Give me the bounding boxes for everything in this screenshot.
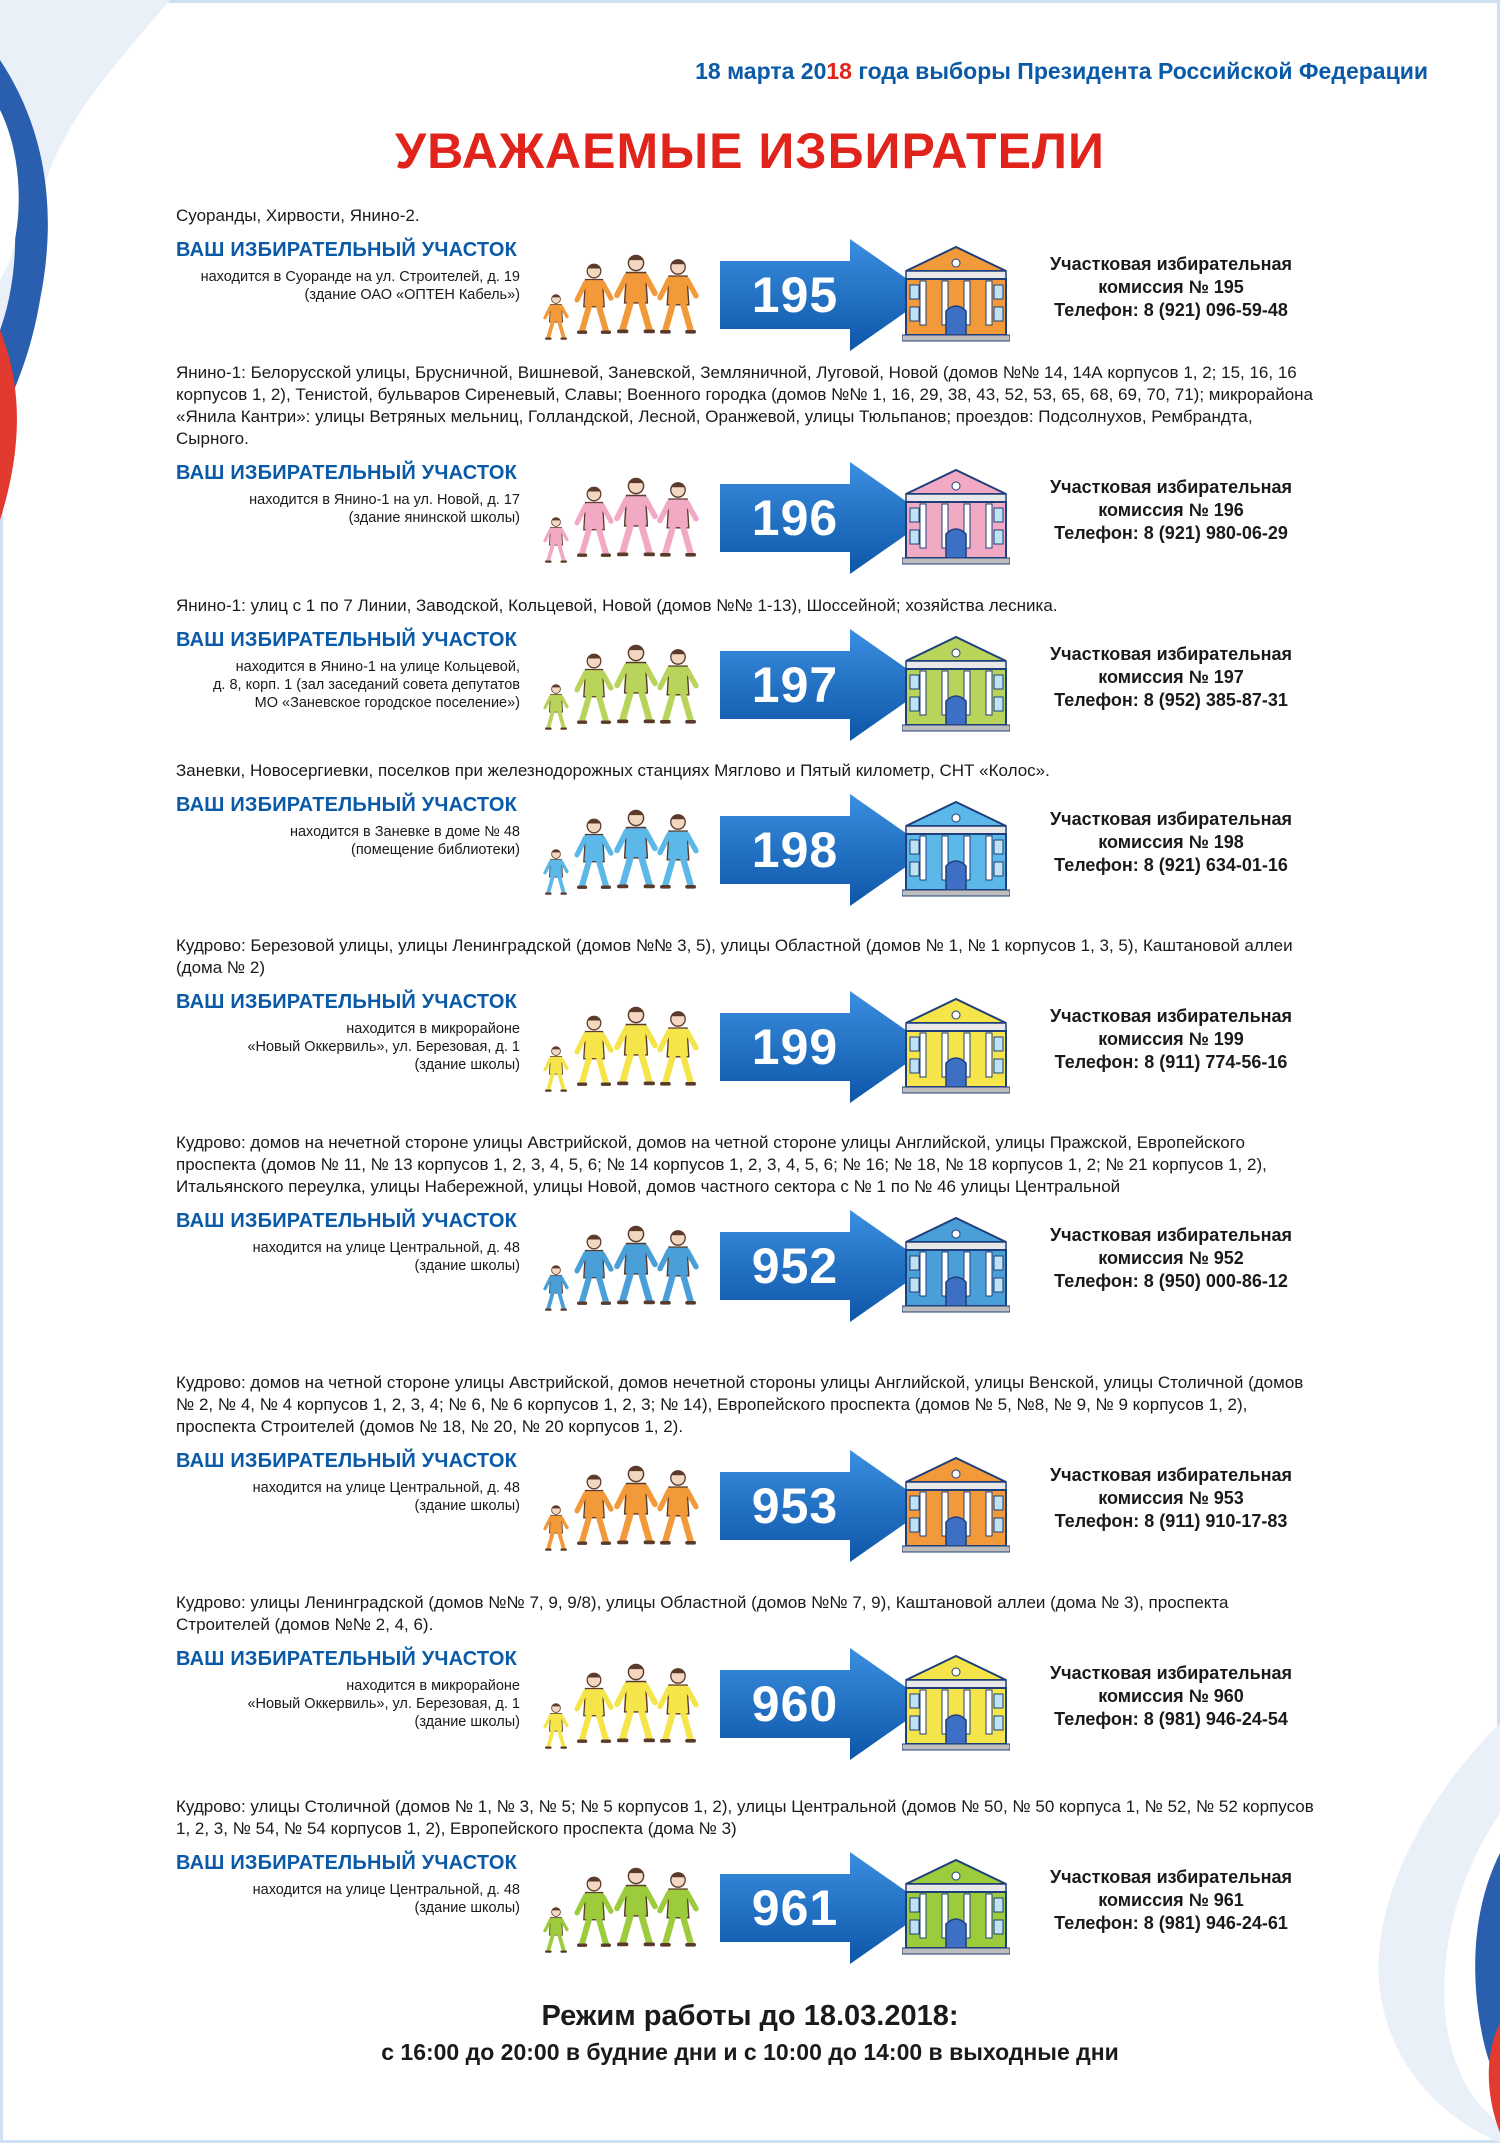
station-section: [176, 1372, 1326, 1565]
station-location-line: находится в Янино-1 на улице Кольцевой,: [235, 659, 520, 675]
station-title: ВАШ ИЗБИРАТЕЛЬНЫЙ УЧАСТОК: [176, 1210, 518, 1232]
station-number-arrow: [720, 629, 930, 741]
commission-number: комиссия № 960: [1098, 1686, 1244, 1706]
station-title: ВАШ ИЗБИРАТЕЛЬНЫЙ УЧАСТОК: [176, 991, 518, 1013]
commission-info: [1036, 476, 1306, 545]
family-walking-icon: [536, 241, 708, 341]
station-location-line: (здание школы): [414, 1714, 520, 1730]
station-location-line: (здание янинской школы): [348, 510, 520, 526]
station-row: [176, 629, 1326, 744]
commission-info: [1036, 808, 1306, 877]
station-info: [176, 239, 520, 304]
address-list: Кудрово: улицы Столичной (домов № 1, № 3, № 5; № 5 корпусов 1, 2), улицы Центральной (домов № 50, № 50 корпуса 1, № 52, № 52 корпусов 1, 2, 3, № 54, № 54 корпусов 1, 2), Европейского проспекта (дома № 3): [176, 1797, 1314, 1838]
commission-label: Участковая избирательная: [1049, 644, 1293, 664]
address-list: Янино-1: Белорусской улицы, Брусничной, Вишневой, Заневской, Земляничной, Луговой, Новой (домов №№ 14, 14А корпусов 1, 2; 15, 16, 16 корпусов 1, 2), Тенистой, бульваров Сиреневый, Славы; Военного городка (домов №№ 1, 16, 29, 38, 43, 52, 53, 65, 68, 69, 70, 71); микрорайона «Янила Кантри»: улицы Ветряных мельниц, Голландской, Лесной, Оранжевой, улицы Тюльпанов; проездов: Подсолнухов, Рембрандта, Сырного.: [176, 363, 1314, 448]
station-location-line: находится на улице Центральной, д. 48: [252, 1480, 520, 1496]
polling-building-icon: [902, 1452, 1010, 1556]
station-location-line: (здание школы): [414, 1498, 520, 1514]
phone-number: 8 (981) 946-24-54: [1143, 1709, 1288, 1729]
station-section: [176, 1592, 1326, 1763]
address-list: Суоранды, Хирвости, Янино-2.: [176, 206, 420, 225]
phone-label: Телефон:: [1054, 523, 1144, 543]
station-info: [176, 629, 520, 712]
commission-number: комиссия № 961: [1098, 1890, 1244, 1910]
phone-label: Телефон:: [1054, 690, 1144, 710]
station-number-arrow: [720, 1648, 930, 1760]
polling-building-icon: [902, 993, 1010, 1097]
station-location-line: д. 8, корп. 1 (зал заседаний совета депутатов: [212, 677, 520, 693]
commission-label: Участковая избирательная: [1049, 1006, 1293, 1026]
phone-label: Телефон:: [1054, 300, 1144, 320]
station-row: [176, 1852, 1326, 1967]
station-location: [176, 268, 520, 304]
commission-number: комиссия № 952: [1098, 1248, 1244, 1268]
address-list: Кудрово: домов на нечетной стороне улицы Австрийской, домов на четной стороне улицы Английской, улицы Пражской, Европейского проспекта (домов № 11, № 13 корпусов 1, 2, 3, 4, 5, 6; № 14 корпусов 1, 2, 3, 4, 5, 6; № 16; № 18, № 18 корпусов 1, 2; № 21 корпусов 1, 2), Итальянского переулка, улицы Набережной, улицы Новой, домов частного сектора с № 1 по № 46 улицы Центральной: [176, 1133, 1267, 1196]
station-number-arrow: [720, 991, 930, 1103]
family-walking-icon: [536, 1650, 708, 1750]
station-row: [176, 462, 1326, 577]
commission-phone: [1036, 299, 1306, 322]
commission-phone: [1036, 689, 1306, 712]
station-info: [176, 1450, 520, 1515]
commission-number: комиссия № 195: [1098, 277, 1244, 297]
family-walking-icon: [536, 1854, 708, 1954]
commission-info: [1036, 1866, 1306, 1935]
commission-label: Участковая избирательная: [1049, 254, 1293, 274]
address-list: Кудрово: домов на четной стороне улицы Австрийской, домов нечетной стороны улицы Английской, улицы Венской, улицы Столичной (домов № 2, № 4, № 4 корпусов 1, 2, 3, 4; № 6, № 6 корпусов 1, 2, 3; № 14), Европейского проспекта (домов № 5, №8, № 9, № 9 корпусов 1, 2), проспекта Строителей (домов № 18, № 20, № 20 корпусов 1, 2).: [176, 1373, 1304, 1436]
station-section: [176, 760, 1326, 909]
station-number: 952: [751, 1238, 839, 1294]
commission-number: комиссия № 198: [1098, 832, 1244, 852]
station-location: [176, 1677, 520, 1731]
station-location-line: «Новый Оккервиль», ул. Березовая, д. 1: [247, 1039, 520, 1055]
phone-label: Телефон:: [1054, 1709, 1144, 1729]
station-title: ВАШ ИЗБИРАТЕЛЬНЫЙ УЧАСТОК: [176, 462, 518, 484]
station-info: [176, 991, 520, 1074]
station-info: [176, 794, 520, 859]
station-location-line: (здание ОАО «ОПТЕН Кабель»): [304, 287, 520, 303]
station-title: ВАШ ИЗБИРАТЕЛЬНЫЙ УЧАСТОК: [176, 239, 518, 261]
phone-number: 8 (950) 000-86-12: [1143, 1271, 1288, 1291]
station-row: [176, 239, 1326, 354]
station-location-line: находится в микрорайоне: [346, 1021, 520, 1037]
polling-building-icon: [902, 1854, 1010, 1958]
station-location-line: (здание школы): [414, 1900, 520, 1916]
station-row: [176, 1210, 1326, 1325]
family-walking-icon: [536, 1212, 708, 1312]
phone-label: Телефон:: [1054, 1913, 1144, 1933]
commission-number: комиссия № 953: [1098, 1488, 1244, 1508]
phone-label: Телефон:: [1054, 1511, 1145, 1531]
station-location-line: МО «Заневское городское поселение»): [254, 695, 520, 711]
station-number-arrow: [720, 239, 930, 351]
station-number-arrow: [720, 1852, 930, 1964]
headline-prefix: 18 марта 20: [695, 58, 827, 84]
page-title: УВАЖАЕМЫЕ ИЗБИРАТЕЛИ: [395, 123, 1105, 179]
station-location-line: (здание школы): [414, 1258, 520, 1274]
station-title: ВАШ ИЗБИРАТЕЛЬНЫЙ УЧАСТОК: [176, 794, 518, 816]
station-location-line: находится в микрорайоне: [346, 1678, 520, 1694]
address-list: Кудрово: Березовой улицы, улицы Ленинградской (домов №№ 3, 5), улицы Областной (домов № 1, № 1 корпусов 1, 3, 5), Каштановой аллеи (дома № 2): [176, 936, 1293, 977]
commission-phone: [1036, 522, 1306, 545]
station-location-line: находится в Суоранде на ул. Строителей, д. 19: [200, 269, 520, 285]
station-location-line: «Новый Оккервиль», ул. Березовая, д. 1: [247, 1696, 520, 1712]
phone-number: 8 (921) 980-06-29: [1143, 523, 1288, 543]
station-number-arrow: [720, 794, 930, 906]
station-number: 195: [751, 267, 839, 323]
station-location-line: находится в Заневке в доме № 48: [289, 824, 520, 840]
family-walking-icon: [536, 1452, 708, 1552]
station-row: [176, 794, 1326, 909]
station-number-arrow: [720, 462, 930, 574]
station-location: [176, 1020, 520, 1074]
phone-number: 8 (952) 385-87-31: [1143, 690, 1288, 710]
station-row: [176, 1450, 1326, 1565]
station-location-line: находится в Янино-1 на ул. Новой, д. 17: [249, 492, 520, 508]
station-location-line: находится на улице Центральной, д. 48: [252, 1882, 520, 1898]
headline-suffix: года выборы Президента Российской Федерации: [851, 58, 1428, 84]
commission-info: [1036, 1464, 1306, 1533]
station-location-line: (здание школы): [414, 1057, 520, 1073]
station-title: ВАШ ИЗБИРАТЕЛЬНЫЙ УЧАСТОК: [176, 629, 518, 651]
station-row: [176, 991, 1326, 1106]
family-walking-icon: [536, 796, 708, 896]
commission-label: Участковая избирательная: [1049, 1663, 1293, 1683]
schedule-line-1: Режим работы до 18.03.2018:: [541, 2000, 959, 2032]
phone-number: 8 (911) 910-17-83: [1144, 1511, 1288, 1531]
family-walking-icon: [536, 993, 708, 1093]
commission-phone: [1036, 1510, 1306, 1533]
station-info: [176, 1648, 520, 1731]
station-number-arrow: [720, 1450, 930, 1562]
family-walking-icon: [536, 464, 708, 564]
commission-label: Участковая избирательная: [1049, 477, 1293, 497]
commission-phone: [1036, 1708, 1306, 1731]
commission-label: Участковая избирательная: [1049, 809, 1293, 829]
station-section: [176, 362, 1326, 577]
phone-number: 8 (911) 774-56-16: [1144, 1052, 1288, 1072]
station-number: 199: [751, 1019, 839, 1075]
station-number: 961: [751, 1880, 839, 1936]
station-title: ВАШ ИЗБИРАТЕЛЬНЫЙ УЧАСТОК: [176, 1450, 518, 1472]
station-info: [176, 1210, 520, 1275]
schedule-footer: [0, 2000, 1500, 2066]
commission-phone: [1036, 1051, 1306, 1074]
station-row: [176, 1648, 1326, 1763]
station-number-arrow: [720, 1210, 930, 1322]
station-location: [176, 491, 520, 527]
phone-label: Телефон:: [1054, 1052, 1145, 1072]
commission-label: Участковая избирательная: [1049, 1867, 1293, 1887]
polling-building-icon: [902, 1650, 1010, 1754]
station-section: [176, 595, 1326, 744]
station-info: [176, 462, 520, 527]
station-location: [176, 1479, 520, 1515]
commission-label: Участковая избирательная: [1049, 1465, 1293, 1485]
station-number: 196: [751, 490, 839, 546]
station-info: [176, 1852, 520, 1917]
station-section: [176, 1796, 1326, 1967]
polling-building-icon: [902, 1212, 1010, 1316]
station-section: [176, 935, 1326, 1106]
commission-info: [1036, 1662, 1306, 1731]
commission-number: комиссия № 196: [1098, 500, 1244, 520]
polling-building-icon: [902, 796, 1010, 900]
phone-number: 8 (921) 634-01-16: [1143, 855, 1288, 875]
polling-building-icon: [902, 631, 1010, 735]
phone-number: 8 (981) 946-24-61: [1143, 1913, 1288, 1933]
commission-phone: [1036, 1270, 1306, 1293]
phone-label: Телефон:: [1054, 1271, 1144, 1291]
station-section: [176, 205, 1326, 354]
election-headline: [695, 58, 1428, 85]
station-location: [176, 658, 520, 712]
commission-phone: [1036, 854, 1306, 877]
flag-ribbon-top-left: [0, 0, 170, 620]
address-list: Янино-1: улиц с 1 по 7 Линии, Заводской, Кольцевой, Новой (домов №№ 1-13), Шоссейной; хозяйства лесника.: [176, 596, 1058, 615]
commission-label: Участковая избирательная: [1049, 1225, 1293, 1245]
station-location-line: находится на улице Центральной, д. 48: [252, 1240, 520, 1256]
commission-phone: [1036, 1912, 1306, 1935]
commission-info: [1036, 1005, 1306, 1074]
station-number: 198: [751, 822, 839, 878]
phone-number: 8 (921) 096-59-48: [1143, 300, 1288, 320]
address-list: Кудрово: улицы Ленинградской (домов №№ 7, 9, 9/8), улицы Областной (домов №№ 7, 9), Каштановой аллеи (дома № 3), проспекта Строителей (домов №№ 2, 4, 6).: [176, 1593, 1229, 1634]
station-location-line: (помещение библиотеки): [351, 842, 520, 858]
station-title: ВАШ ИЗБИРАТЕЛЬНЫЙ УЧАСТОК: [176, 1648, 518, 1670]
station-section: [176, 1132, 1326, 1325]
station-number: 960: [751, 1676, 839, 1732]
station-title: ВАШ ИЗБИРАТЕЛЬНЫЙ УЧАСТОК: [176, 1852, 518, 1874]
address-list: Заневки, Новосергиевки, поселков при железнодорожных станциях Мяглово и Пятый километр, СНТ «Колос».: [176, 761, 1050, 780]
station-number: 197: [751, 657, 839, 713]
phone-label: Телефон:: [1054, 855, 1144, 875]
schedule-line-2: с 16:00 до 20:00 в будние дни и с 10:00 до 14:00 в выходные дни: [381, 2039, 1119, 2065]
station-number: 953: [751, 1478, 839, 1534]
commission-info: [1036, 1224, 1306, 1293]
polling-building-icon: [902, 464, 1010, 568]
station-location: [176, 1881, 520, 1917]
headline-year-accent: 18: [826, 58, 852, 84]
commission-info: [1036, 643, 1306, 712]
family-walking-icon: [536, 631, 708, 731]
commission-number: комиссия № 197: [1098, 667, 1244, 687]
commission-number: комиссия № 199: [1098, 1029, 1244, 1049]
station-location: [176, 823, 520, 859]
polling-building-icon: [902, 241, 1010, 345]
station-location: [176, 1239, 520, 1275]
commission-info: [1036, 253, 1306, 322]
